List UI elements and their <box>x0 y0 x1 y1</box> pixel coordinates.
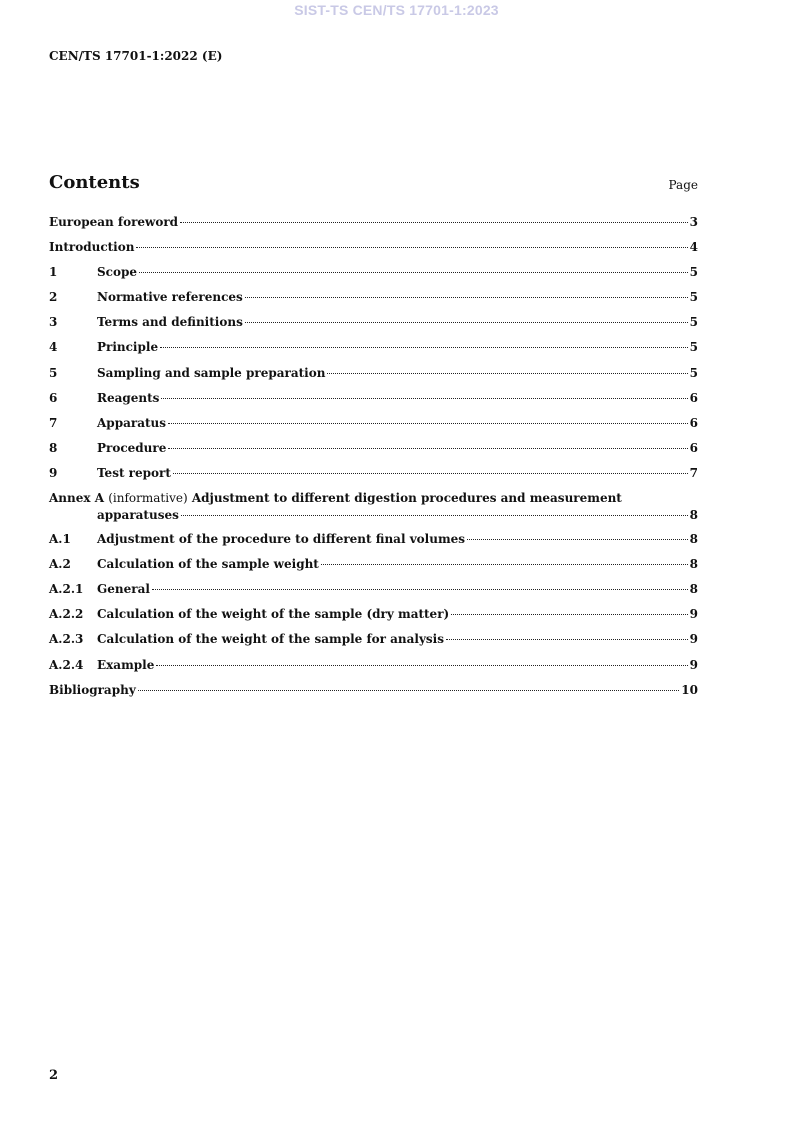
toc-entry-procedure[interactable] <box>49 440 698 465</box>
toc-entry-number: A.2.3 <box>49 632 84 647</box>
dot-leader <box>180 222 688 223</box>
toc-entry-number: 9 <box>49 465 58 480</box>
toc-entry-number: A.1 <box>49 532 71 547</box>
toc-entry-title: Example <box>97 657 155 672</box>
contents-heading: Contents <box>49 172 140 193</box>
dot-leader <box>173 473 688 474</box>
toc-entry-title: Adjustment of the procedure to different final volumes <box>97 532 466 547</box>
toc-entry-number: 5 <box>49 365 58 380</box>
toc-entry-number: A.2.2 <box>49 607 84 622</box>
toc-entry-title: Bibliography <box>49 682 136 697</box>
toc-entry-terms-and-definitions[interactable] <box>49 314 698 339</box>
toc-entry-page: 6 <box>689 440 698 455</box>
toc-entry-title: Normative references <box>97 290 243 305</box>
toc-entry-european-foreword[interactable] <box>49 214 698 239</box>
toc-entry-title: Calculation of the weight of the sample (dry matter) <box>97 607 450 622</box>
dot-leader <box>152 589 688 590</box>
toc-entry-number: 3 <box>49 315 58 330</box>
toc-entry-page: 6 <box>689 390 698 405</box>
page-column-label: Page <box>668 178 698 192</box>
dot-leader <box>138 690 680 691</box>
toc-entry-page: 8 <box>689 557 698 572</box>
dot-leader <box>168 448 687 449</box>
toc-entry-number: A.2 <box>49 557 71 572</box>
toc-entry-a-2[interactable] <box>49 556 698 581</box>
dot-leader <box>451 614 687 615</box>
toc-entry-title: Test report <box>97 465 171 480</box>
annex-title-line-1 <box>49 490 698 507</box>
annex-title-line-2 <box>49 507 698 525</box>
annex-title-part-1: Adjustment to different digestion procedures and measurement <box>191 491 622 506</box>
dot-leader <box>136 247 687 248</box>
toc-entry-page: 4 <box>689 240 698 255</box>
toc-entry-normative-references[interactable] <box>49 289 698 314</box>
toc-entry-page: 8 <box>689 532 698 547</box>
toc-entry-bibliography[interactable] <box>49 682 698 707</box>
dot-leader <box>467 539 688 540</box>
toc-entry-page: 5 <box>689 290 698 305</box>
toc-entry-title: Reagents <box>97 390 160 405</box>
annex-label: Annex A <box>49 491 105 506</box>
toc-entry-page: 5 <box>689 265 698 280</box>
toc-entry-sampling[interactable] <box>49 365 698 390</box>
toc-entry-number: A.2.1 <box>49 582 84 597</box>
toc-entry-page: 9 <box>689 657 698 672</box>
footer-page-number: 2 <box>49 1068 59 1083</box>
toc-entry-apparatus[interactable] <box>49 415 698 440</box>
toc-entry-title: Terms and definitions <box>97 315 243 330</box>
dot-leader <box>168 423 688 424</box>
dot-leader <box>446 639 688 640</box>
toc-entry-page: 9 <box>689 632 698 647</box>
toc-entry-number: 2 <box>49 290 58 305</box>
toc-entry-a-2-2[interactable] <box>49 606 698 631</box>
dot-leader <box>156 665 687 666</box>
toc-entry-page: 6 <box>689 415 698 430</box>
annex-title-part-2: apparatuses <box>97 508 179 523</box>
toc-entry-title: Scope <box>97 265 138 280</box>
toc-entry-number: A.2.4 <box>49 657 84 672</box>
toc-entry-page: 8 <box>689 582 698 597</box>
table-of-contents <box>49 214 698 707</box>
toc-entry-page: 8 <box>689 508 698 523</box>
toc-entry-title: Calculation of the sample weight <box>97 557 319 572</box>
toc-entry-title: Introduction <box>49 240 135 255</box>
dot-leader <box>181 515 688 516</box>
toc-entry-test-report[interactable] <box>49 465 698 490</box>
toc-entry-page: 5 <box>689 315 698 330</box>
toc-entry-page: 9 <box>689 607 698 622</box>
toc-entry-a-2-4[interactable] <box>49 657 698 682</box>
dot-leader <box>327 373 687 374</box>
dot-leader <box>321 564 688 565</box>
dot-leader <box>161 398 687 399</box>
dot-leader <box>160 347 688 348</box>
toc-entry-number: 8 <box>49 440 58 455</box>
toc-entry-number: 4 <box>49 340 58 355</box>
watermark: SIST-TS CEN/TS 17701-1:2023 <box>294 2 499 18</box>
toc-entry-page: 10 <box>681 682 698 697</box>
toc-entry-title: Procedure <box>97 440 167 455</box>
toc-entry-reagents[interactable] <box>49 390 698 415</box>
toc-entry-title: European foreword <box>49 215 179 229</box>
toc-entry-scope[interactable] <box>49 264 698 289</box>
toc-entry-a-2-1[interactable] <box>49 581 698 606</box>
toc-entry-number: 7 <box>49 415 58 430</box>
toc-entry-number: 6 <box>49 390 58 405</box>
toc-entry-title: Sampling and sample preparation <box>97 365 326 380</box>
toc-entry-annex-a[interactable] <box>49 490 698 525</box>
toc-entry-title: Apparatus <box>97 415 166 430</box>
dot-leader <box>245 322 688 323</box>
toc-entry-a-2-3[interactable] <box>49 631 698 656</box>
toc-entry-page: 5 <box>689 340 698 355</box>
dot-leader <box>139 272 688 273</box>
toc-entry-principle[interactable] <box>49 339 698 364</box>
toc-entry-introduction[interactable] <box>49 239 698 264</box>
toc-entry-number: 1 <box>49 265 58 280</box>
dot-leader <box>245 297 688 298</box>
toc-entry-a-1[interactable] <box>49 531 698 556</box>
toc-entry-page: 5 <box>689 365 698 380</box>
document-identifier: CEN/TS 17701-1:2022 (E) <box>49 49 223 63</box>
toc-entry-page: 7 <box>689 465 698 480</box>
toc-entry-title: Calculation of the weight of the sample for analysis <box>97 632 444 647</box>
annex-qualifier: (informative) <box>108 491 188 506</box>
toc-entry-title: Principle <box>97 340 159 355</box>
toc-entry-title: General <box>97 582 150 597</box>
toc-entry-page: 3 <box>689 215 698 229</box>
